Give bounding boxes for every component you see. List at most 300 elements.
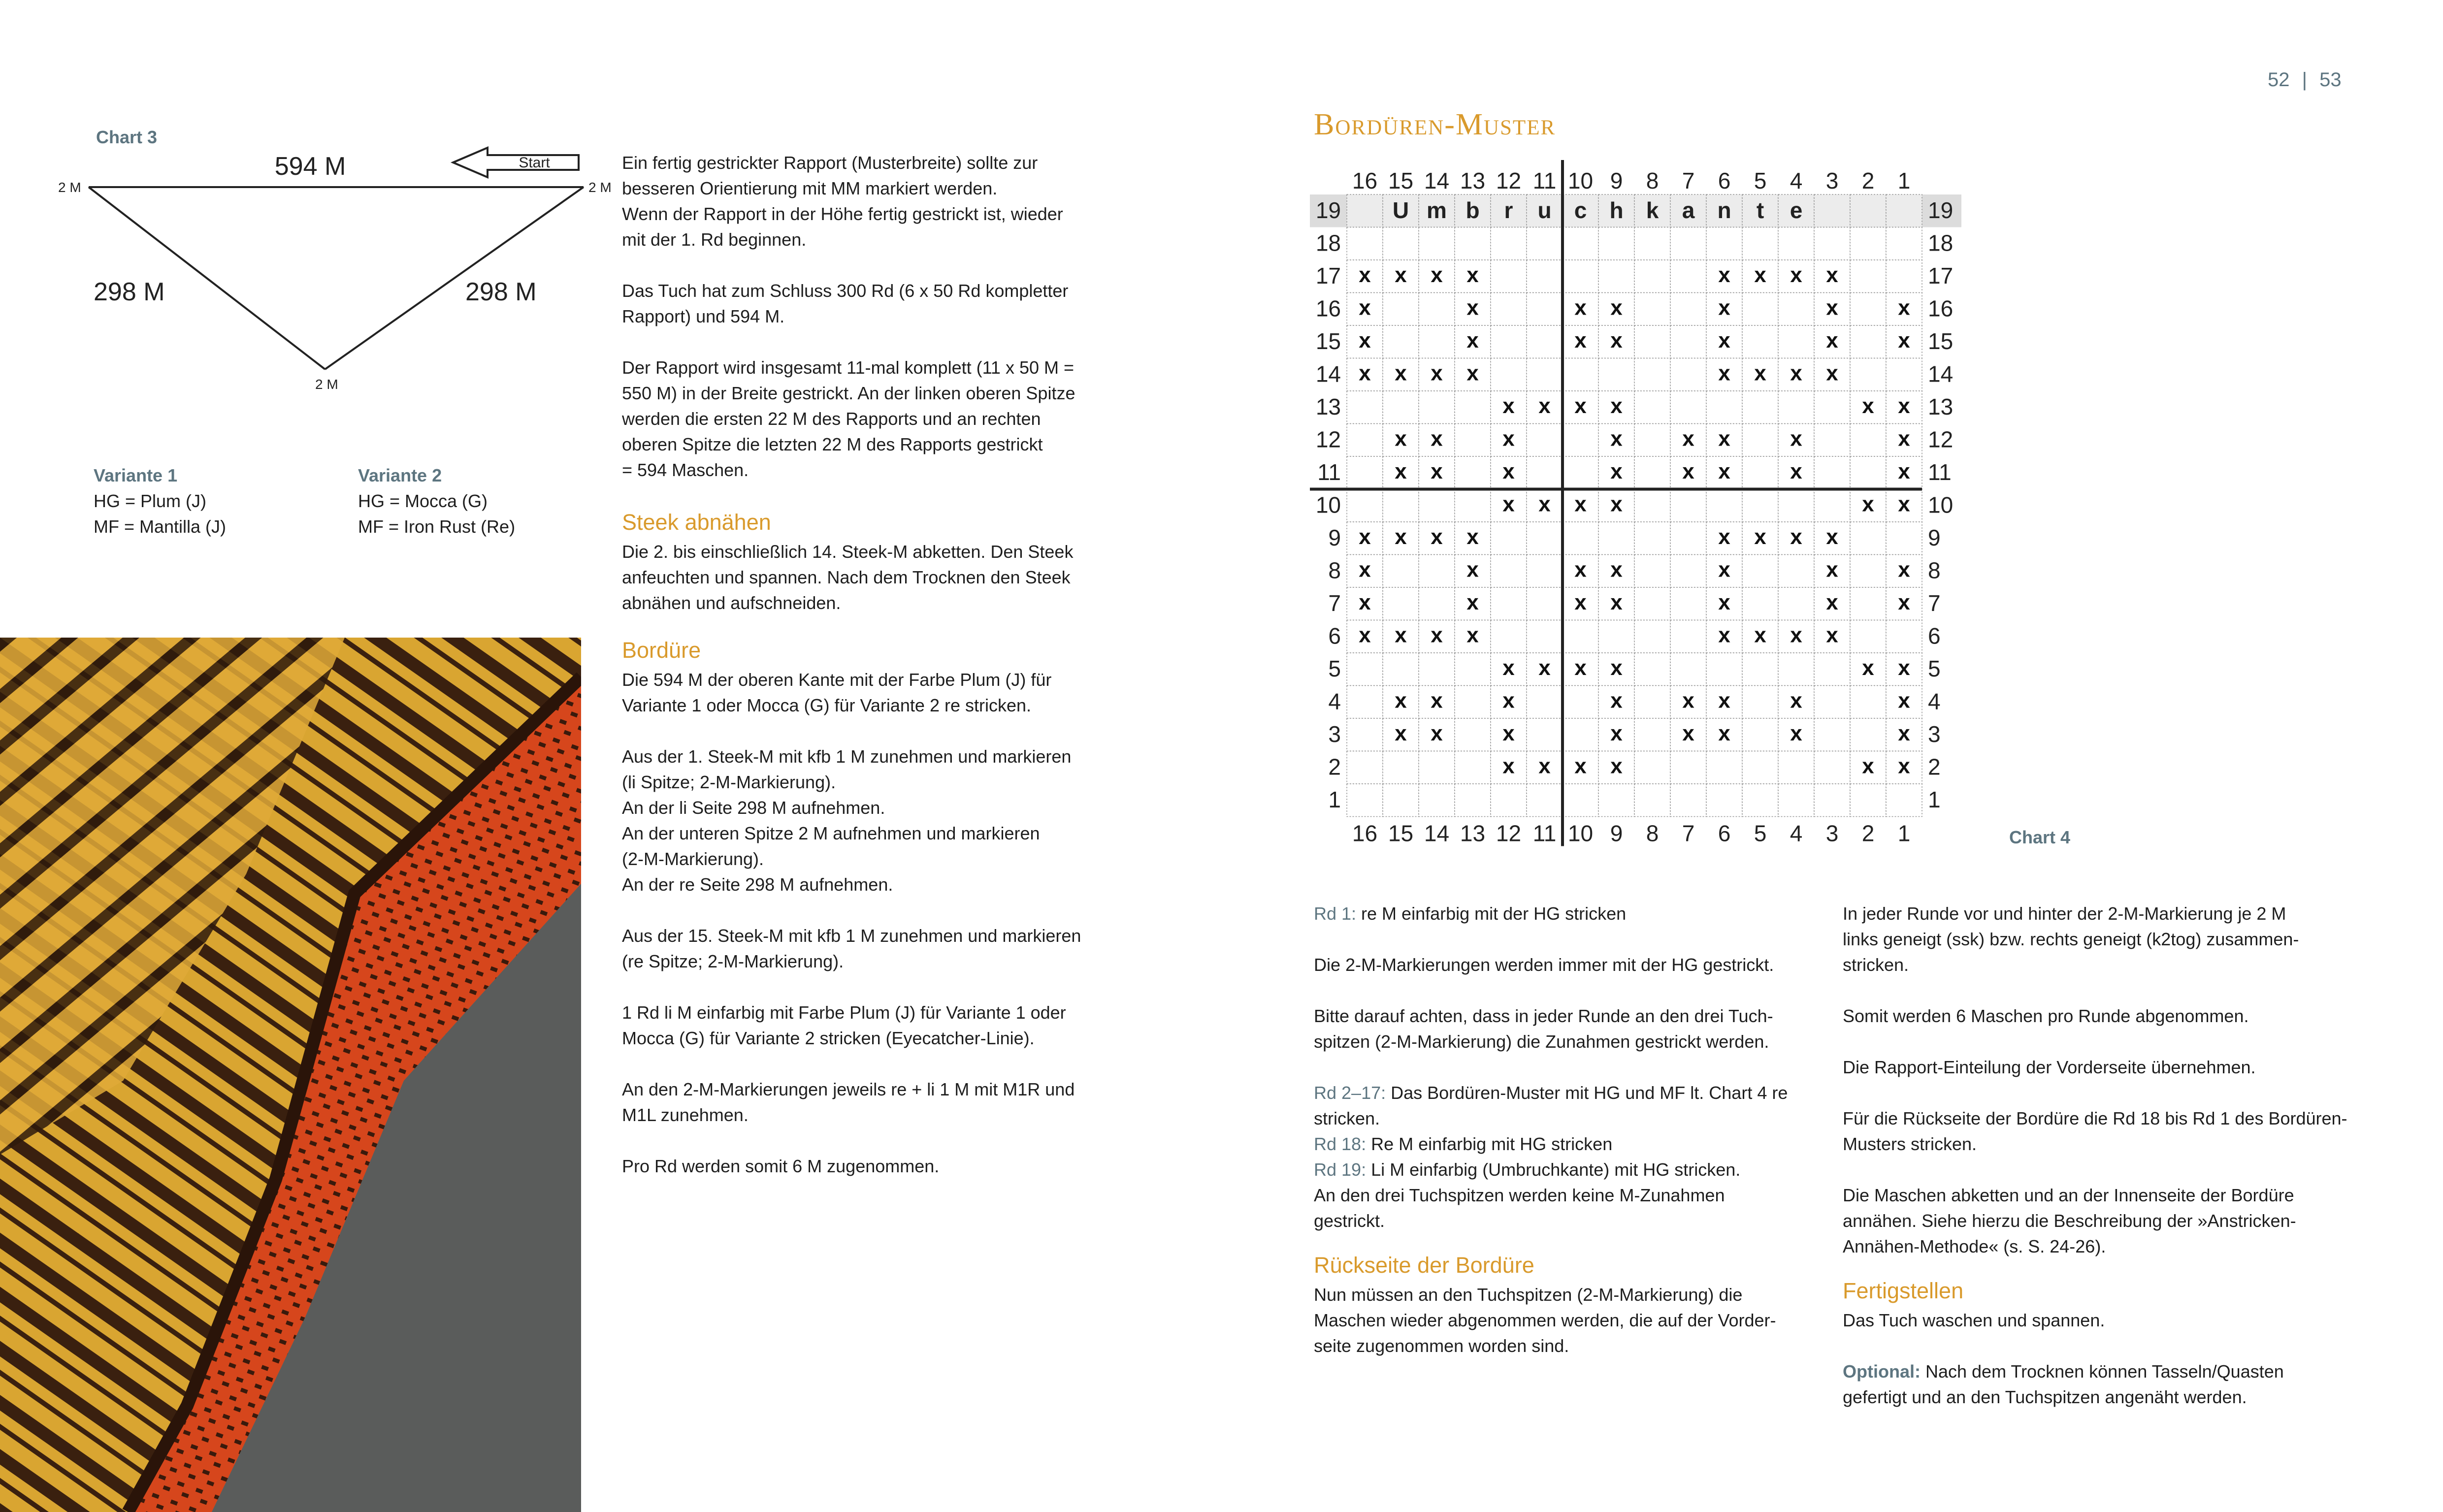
back-heading: Rückseite der Bordüre: [1314, 1253, 1534, 1278]
chart-cell: [1527, 358, 1563, 391]
umbruchkante-letter: b: [1466, 197, 1480, 223]
chart-cell: [1527, 555, 1563, 588]
chart-cell: [1814, 227, 1850, 260]
col-number-bottom: 14: [1424, 820, 1450, 846]
chart-cell: [1742, 718, 1778, 751]
chart-cell: [1670, 391, 1706, 424]
row-number-left: 6: [1328, 623, 1341, 649]
chart-cell: [1670, 325, 1706, 358]
page-numbers: [2268, 69, 2342, 91]
steek-text: Die 2. bis einschließlich 14. Steek-M abketten. Den Steek anfeuchten und spannen. Nach dem Trocknen den Steek abnähen und aufschneiden.: [622, 542, 1074, 613]
chart-cell: [1491, 587, 1527, 620]
stitch-mark: x: [1610, 492, 1623, 516]
chart-cell: [1742, 784, 1778, 817]
col-number-top: 1: [1897, 168, 1911, 193]
col-number-bottom: 6: [1718, 820, 1731, 846]
stitch-mark: x: [1359, 557, 1371, 582]
chart-cell: [1527, 718, 1563, 751]
chart-cell: [1634, 424, 1670, 457]
stitch-mark: x: [1826, 295, 1838, 320]
chart-cell: [1634, 751, 1670, 784]
chart-cell: [1419, 391, 1455, 424]
chart-cell: [1491, 325, 1527, 358]
chart3-start: Start: [519, 155, 550, 171]
stitch-mark: x: [1466, 590, 1479, 615]
stitch-mark: x: [1718, 557, 1730, 582]
row-number-left: 15: [1315, 328, 1341, 354]
chart-cell: [1383, 555, 1419, 588]
chart-cell: [1706, 751, 1742, 784]
chart-cell: [1814, 686, 1850, 719]
stitch-mark: x: [1574, 328, 1587, 353]
umbruchkante-letter: h: [1609, 197, 1624, 223]
stitch-mark: x: [1718, 688, 1730, 713]
round-2-17: Rd 2–17: Das Bordüren-Muster mit HG und MF lt. Chart 4 re stricken.: [1314, 1083, 1788, 1128]
stitch-mark: x: [1718, 721, 1730, 746]
chart-cell: [1850, 718, 1886, 751]
row-number-right: 17: [1928, 262, 1954, 289]
chart-cell: [1527, 293, 1563, 326]
col4-paragraph-2: Somit werden 6 Maschen pro Runde abgenommen.: [1843, 1006, 2249, 1026]
stitch-mark: x: [1610, 754, 1623, 778]
chart-cell: [1634, 358, 1670, 391]
stitch-mark: x: [1431, 361, 1443, 386]
stitch-mark: x: [1898, 688, 1910, 713]
chart-cell: [1383, 293, 1419, 326]
stitch-mark: x: [1682, 721, 1694, 746]
row-number-left: 12: [1315, 426, 1341, 452]
stitch-mark: x: [1502, 721, 1515, 746]
stitch-mark: x: [1502, 492, 1515, 516]
chart-cell: [1347, 686, 1383, 719]
stitch-mark: x: [1502, 394, 1515, 418]
chart-cell: [1850, 227, 1886, 260]
chart-cell: [1383, 227, 1419, 260]
chart-cell: [1455, 424, 1491, 457]
stitch-mark: x: [1466, 361, 1479, 386]
row-number-left: 16: [1315, 295, 1341, 322]
row-number-right: 5: [1928, 655, 1941, 681]
col4-paragraph-3: Die Rapport-Einteilung der Vorderseite übernehmen.: [1843, 1057, 2256, 1077]
chart-cell: [1742, 293, 1778, 326]
intro-paragraph-2: Das Tuch hat zum Schluss 300 Rd (6 x 50 Rd kompletter Rapport) und 594 M.: [622, 281, 1069, 326]
chart-cell: [1598, 522, 1634, 555]
col-number-bottom: 11: [1532, 820, 1557, 846]
chart-cell: [1527, 784, 1563, 817]
row-number-left: 19: [1315, 197, 1341, 223]
chart-cell: [1527, 620, 1563, 653]
stitch-mark: x: [1898, 754, 1910, 778]
chart-cell: [1527, 587, 1563, 620]
chart-cell: [1706, 784, 1742, 817]
chart-cell: [1347, 653, 1383, 686]
chart4-heading: Bordüren-Muster: [1314, 108, 1556, 141]
row-number-right: 14: [1928, 361, 1954, 387]
col-number-top: 12: [1496, 168, 1522, 193]
stitch-mark: x: [1790, 263, 1802, 288]
chart-cell: [1491, 227, 1527, 260]
stitch-mark: x: [1718, 623, 1730, 647]
stitch-mark: x: [1574, 295, 1587, 320]
chart-cell: [1383, 653, 1419, 686]
col-number-top: 15: [1388, 168, 1414, 193]
border-heading: Bordüre: [622, 638, 701, 663]
umbruchkante-letter: u: [1537, 197, 1552, 223]
col-number-top: 9: [1610, 168, 1623, 193]
chart-cell: [1347, 227, 1383, 260]
stitch-mark: x: [1574, 754, 1587, 778]
chart-cell: [1670, 489, 1706, 522]
chart-cell: [1563, 718, 1598, 751]
stitch-mark: x: [1431, 426, 1443, 451]
chart-cell: [1886, 194, 1922, 227]
chart-cell: [1419, 784, 1455, 817]
stitch-mark: x: [1718, 328, 1730, 353]
chart-cell: [1850, 260, 1886, 293]
row-number-left: 18: [1315, 230, 1341, 256]
stitch-mark: x: [1359, 525, 1371, 549]
shawl-photo: [0, 638, 581, 1512]
chart-cell: [1598, 784, 1634, 817]
stitch-mark: x: [1790, 459, 1802, 484]
stitch-mark: x: [1502, 656, 1515, 680]
page-number-left: 52: [2268, 69, 2290, 91]
stitch-mark: x: [1574, 492, 1587, 516]
shawl-photo-illustration: [0, 638, 581, 1512]
col-number-bottom: 13: [1460, 820, 1486, 846]
col-number-bottom: 12: [1496, 820, 1522, 846]
stitch-mark: x: [1790, 721, 1802, 746]
chart4-label: Chart 4: [2009, 827, 2071, 847]
stitch-mark: x: [1610, 721, 1623, 746]
umbruchkante-letter: m: [1427, 197, 1447, 223]
chart-cell: [1706, 227, 1742, 260]
stitch-mark: x: [1826, 590, 1838, 615]
stitch-mark: x: [1395, 688, 1407, 713]
stitch-mark: x: [1395, 361, 1407, 386]
col-number-bottom: 16: [1352, 820, 1378, 846]
variant-2-title: Variante 2: [358, 465, 442, 485]
chart-cell: [1814, 751, 1850, 784]
stitch-mark: x: [1898, 590, 1910, 615]
stitch-mark: x: [1790, 426, 1802, 451]
chart-cell: [1383, 489, 1419, 522]
chart-cell: [1634, 555, 1670, 588]
chart-cell: [1527, 260, 1563, 293]
chart-cell: [1706, 391, 1742, 424]
col4-paragraph-5: Die Maschen abketten und an der Innenseite der Bordüre annähen. Siehe hierzu die Beschreibung der »Anstricken- Annähen-Methode« (s. S. 24-26).: [1843, 1185, 2296, 1256]
stitch-mark: x: [1898, 394, 1910, 418]
col-number-top: 4: [1790, 168, 1803, 193]
variant-1-title: Variante 1: [94, 465, 178, 485]
chart-cell: [1383, 784, 1419, 817]
chart3-right-side: 298 M: [465, 278, 537, 306]
row-number-right: 6: [1928, 623, 1941, 649]
chart3-corner-bottom: 2 M: [315, 377, 338, 392]
chart-cell: [1491, 522, 1527, 555]
col-number-bottom: 3: [1825, 820, 1839, 846]
chart-cell: [1634, 260, 1670, 293]
stitch-mark: x: [1431, 525, 1443, 549]
row-number-right: 2: [1928, 754, 1941, 780]
chart-cell: [1778, 227, 1814, 260]
chart-cell: [1742, 751, 1778, 784]
chart-cell: [1383, 751, 1419, 784]
col-number-top: 13: [1460, 168, 1486, 193]
col-number-bottom: 8: [1646, 820, 1659, 846]
chart-cell: [1563, 358, 1598, 391]
chart-cell: [1850, 358, 1886, 391]
border-paragraph-1: Die 594 M der oberen Kante mit der Farbe Plum (J) für Variante 1 oder Mocca (G) für Variante 2 re stricken.: [622, 670, 1052, 715]
chart-cell: [1778, 751, 1814, 784]
stitch-mark: x: [1574, 656, 1587, 680]
back-text: Nun müssen an den Tuchspitzen (2-M-Markierung) die Maschen wieder abgenommen werden, die auf der Vorder- seite zugenommen worden sind.: [1314, 1285, 1776, 1356]
col-number-top: 2: [1861, 168, 1875, 193]
stitch-mark: x: [1898, 721, 1910, 746]
stitch-mark: x: [1610, 459, 1623, 484]
stitch-mark: x: [1538, 754, 1551, 778]
umbruchkante-letter: r: [1504, 197, 1513, 223]
stitch-mark: x: [1898, 328, 1910, 353]
increase-note: Bitte darauf achten, dass in jeder Runde an den drei Tuch- spitzen (2-M-Markierung) die Zunahmen gestrickt werden.: [1314, 1006, 1773, 1052]
border-paragraph-3: Aus der 15. Steek-M mit kfb 1 M zunehmen und markieren (re Spitze; 2-M-Markierung).: [622, 926, 1081, 971]
stitch-mark: x: [1826, 361, 1838, 386]
chart-cell: [1742, 489, 1778, 522]
stitch-mark: x: [1826, 328, 1838, 353]
stitch-mark: x: [1826, 263, 1838, 288]
finish-text: Das Tuch waschen und spannen.: [1843, 1310, 2105, 1330]
stitch-mark: x: [1754, 263, 1766, 288]
row-number-left: 14: [1315, 361, 1341, 387]
chart-cell: [1634, 489, 1670, 522]
col-number-bottom: 10: [1567, 820, 1594, 846]
stitch-mark: x: [1538, 492, 1551, 516]
col-number-top: 6: [1718, 168, 1731, 193]
chart-cell: [1706, 489, 1742, 522]
chart-cell: [1850, 587, 1886, 620]
chart-cell: [1419, 489, 1455, 522]
chart-cell: [1886, 358, 1922, 391]
stitch-mark: x: [1718, 361, 1730, 386]
chart-cell: [1455, 456, 1491, 489]
col-number-bottom: 9: [1610, 820, 1623, 846]
stitch-mark: x: [1790, 361, 1802, 386]
chart-cell: [1742, 227, 1778, 260]
chart-cell: [1527, 424, 1563, 457]
chart-cell: [1455, 686, 1491, 719]
chart-cell: [1778, 653, 1814, 686]
stitch-mark: x: [1610, 590, 1623, 615]
row-number-right: 11: [1928, 459, 1952, 485]
chart-cell: [1491, 555, 1527, 588]
stitch-mark: x: [1610, 394, 1623, 418]
row-number-left: 4: [1328, 688, 1341, 714]
stitch-mark: x: [1610, 656, 1623, 680]
chart-cell: [1347, 424, 1383, 457]
row-number-right: 4: [1928, 688, 1941, 714]
chart-cell: [1670, 260, 1706, 293]
stitch-mark: x: [1395, 263, 1407, 288]
chart-cell: [1527, 686, 1563, 719]
chart3-left-side: 298 M: [94, 278, 165, 306]
stitch-mark: x: [1610, 688, 1623, 713]
variant-2-line-1: HG = Mocca (G): [358, 491, 488, 511]
optional-note: Optional: Nach dem Trocknen können Tasseln/Quasten gefertigt und an den Tuchspitzen angenäht werden.: [1843, 1361, 2284, 1407]
chart-cell: [1491, 293, 1527, 326]
chart-cell: [1670, 293, 1706, 326]
page-number-separator: |: [2302, 69, 2308, 91]
chart-cell: [1634, 227, 1670, 260]
chart-cell: [1814, 653, 1850, 686]
chart3-diagram: [49, 143, 620, 399]
row-number-right: 16: [1928, 295, 1954, 322]
chart-cell: [1670, 784, 1706, 817]
round-1-note: Rd 1: re M einfarbig mit der HG stricken: [1314, 903, 1627, 924]
stitch-mark: x: [1466, 525, 1479, 549]
stitch-mark: x: [1359, 590, 1371, 615]
stitch-mark: x: [1359, 623, 1371, 647]
round-18: Rd 18: Re M einfarbig mit HG stricken: [1314, 1134, 1613, 1154]
col-number-top: 14: [1424, 168, 1450, 193]
chart-cell: [1814, 194, 1850, 227]
chart-cell: [1850, 620, 1886, 653]
umbruchkante-letter: n: [1717, 197, 1731, 223]
col-number-top: 10: [1567, 168, 1594, 193]
chart-cell: [1419, 751, 1455, 784]
stitch-mark: x: [1431, 721, 1443, 746]
chart-cell: [1814, 718, 1850, 751]
stitch-mark: x: [1610, 328, 1623, 353]
stitch-mark: x: [1502, 459, 1515, 484]
row-number-right: 15: [1928, 328, 1954, 354]
stitch-mark: x: [1718, 525, 1730, 549]
column-3: [1314, 901, 1856, 1384]
chart-cell: [1634, 325, 1670, 358]
chart-cell: [1886, 784, 1922, 817]
chart-cell: [1419, 325, 1455, 358]
stitch-mark: x: [1574, 590, 1587, 615]
col-number-top: 11: [1532, 168, 1557, 193]
stitch-mark: x: [1395, 459, 1407, 484]
chart-cell: [1455, 718, 1491, 751]
stitch-mark: x: [1359, 361, 1371, 386]
stitch-mark: x: [1718, 263, 1730, 288]
stitch-mark: x: [1754, 525, 1766, 549]
finish-heading: Fertigstellen: [1843, 1278, 1964, 1303]
chart-cell: [1670, 751, 1706, 784]
umbruchkante-letter: e: [1790, 197, 1803, 223]
chart-cell: [1850, 424, 1886, 457]
stitch-mark: x: [1862, 394, 1874, 418]
col-number-bottom: 7: [1682, 820, 1695, 846]
chart-cell: [1670, 620, 1706, 653]
stitch-mark: x: [1718, 459, 1730, 484]
column-2: [622, 150, 1114, 1205]
chart-cell: [1383, 325, 1419, 358]
chart-cell: [1850, 522, 1886, 555]
chart-cell: [1598, 260, 1634, 293]
chart-cell: [1634, 293, 1670, 326]
chart-cell: [1886, 620, 1922, 653]
chart-cell: [1563, 456, 1598, 489]
variant-2: [358, 463, 515, 540]
chart-cell: [1563, 620, 1598, 653]
chart-cell: [1347, 751, 1383, 784]
chart-cell: [1850, 555, 1886, 588]
chart-cell: [1742, 555, 1778, 588]
row-number-left: 5: [1328, 655, 1341, 681]
chart-cell: [1634, 391, 1670, 424]
chart-cell: [1850, 325, 1886, 358]
chart-cell: [1563, 227, 1598, 260]
chart-cell: [1455, 391, 1491, 424]
stitch-mark: x: [1431, 688, 1443, 713]
chart-cell: [1886, 227, 1922, 260]
stitch-mark: x: [1718, 590, 1730, 615]
stitch-mark: x: [1790, 623, 1802, 647]
row-number-left: 1: [1328, 786, 1341, 812]
chart-cell: [1455, 227, 1491, 260]
chart-cell: [1778, 489, 1814, 522]
chart-cell: [1886, 522, 1922, 555]
stitch-mark: x: [1359, 263, 1371, 288]
row-number-left: 17: [1315, 262, 1341, 289]
stitch-mark: x: [1754, 361, 1766, 386]
row-number-right: 12: [1928, 426, 1954, 452]
stitch-mark: x: [1610, 295, 1623, 320]
chart-cell: [1742, 391, 1778, 424]
chart-cell: [1850, 686, 1886, 719]
chart-cell: [1778, 293, 1814, 326]
row-number-right: 18: [1928, 230, 1954, 256]
chart-cell: [1778, 391, 1814, 424]
chart-cell: [1778, 587, 1814, 620]
chart-cell: [1850, 784, 1886, 817]
chart-cell: [1563, 784, 1598, 817]
row-number-left: 7: [1328, 590, 1341, 616]
stitch-mark: x: [1718, 426, 1730, 451]
chart-cell: [1419, 293, 1455, 326]
chart-cell: [1455, 751, 1491, 784]
row-number-right: 3: [1928, 721, 1941, 747]
stitch-mark: x: [1862, 754, 1874, 778]
stitch-mark: x: [1431, 263, 1443, 288]
chart-cell: [1742, 424, 1778, 457]
chart4-grid: [1310, 160, 2029, 859]
chart-cell: [1742, 587, 1778, 620]
stitch-mark: x: [1574, 557, 1587, 582]
chart-cell: [1634, 620, 1670, 653]
variant-1: [94, 463, 226, 540]
stitch-mark: x: [1466, 263, 1479, 288]
row-number-left: 10: [1315, 492, 1341, 518]
chart-cell: [1347, 784, 1383, 817]
chart3-corner-left: 2 M: [58, 180, 81, 195]
chart-cell: [1670, 522, 1706, 555]
chart-cell: [1634, 522, 1670, 555]
chart-cell: [1419, 227, 1455, 260]
chart-cell: [1634, 784, 1670, 817]
chart-cell: [1491, 620, 1527, 653]
stitch-mark: x: [1502, 426, 1515, 451]
chart-cell: [1455, 489, 1491, 522]
marker-note: Die 2-M-Markierungen werden immer mit der HG gestrickt.: [1314, 955, 1774, 975]
stitch-mark: x: [1682, 688, 1694, 713]
stitch-mark: x: [1862, 492, 1874, 516]
col-number-top: 16: [1352, 168, 1378, 193]
chart-cell: [1563, 424, 1598, 457]
chart-cell: [1455, 653, 1491, 686]
